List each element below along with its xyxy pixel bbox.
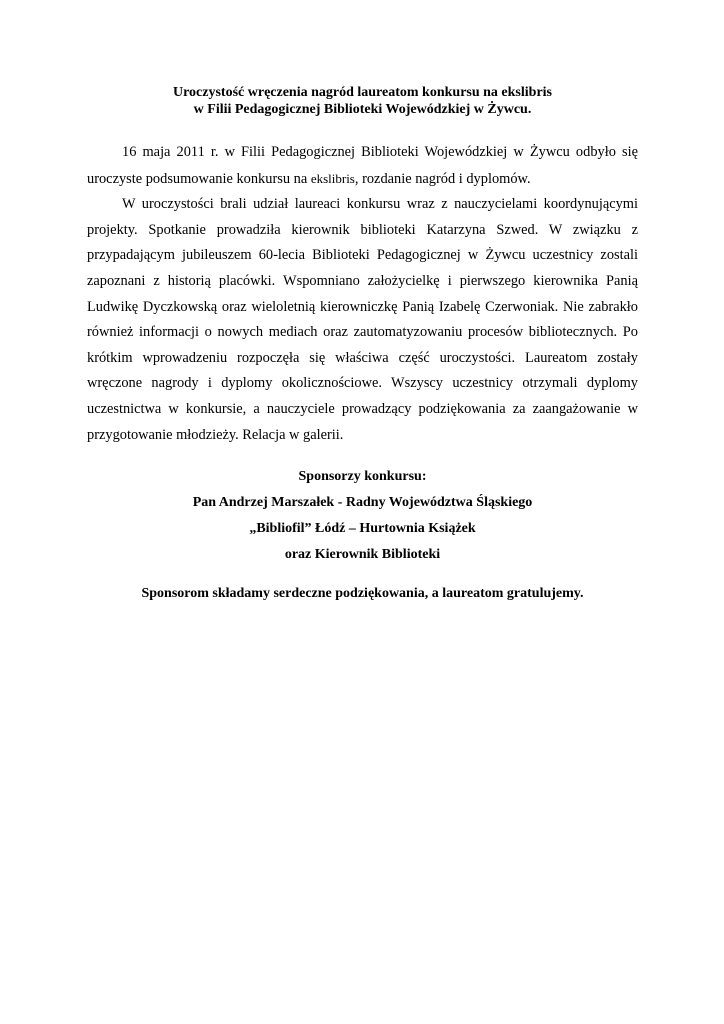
paragraph-1-text-b: , rozdanie nagród i dyplomów. xyxy=(354,170,531,187)
paragraph-1-term: ekslibris xyxy=(310,170,355,186)
title-line-1: Uroczystość wręczenia nagród laureatom konkursu na ekslibris xyxy=(172,85,553,100)
article-body xyxy=(87,140,638,448)
title-line-2: w Filii Pedagogicznej Biblioteki Wojewódzkiej w Żywcu. xyxy=(193,102,532,117)
sponsor-line-1: Pan Andrzej Marszałek - Radny Województwa Śląskiego xyxy=(192,495,533,511)
sponsor-line-2: „Bibliofil” Łódź – Hurtownia Książek xyxy=(249,521,476,537)
thanks-line: Sponsorom składamy serdeczne podziękowania, a laureatom gratulujemy. xyxy=(141,586,584,602)
paragraph-2: W uroczystości brali udział laureaci konkursu wraz z nauczycielami koordynującymi projekty. Spotkanie prowadziła kierownik biblioteki Katarzyna Szwed. W związku z przypadającym jubileuszem 60-lecia Biblioteki Pedagogicznej w Żywcu uczestnicy zostali zapoznani z historią placówki. Wspomniano założycielkę i pierwszego kierownika Panią Ludwikę Dyczkowską oraz wieloletnią kierowniczkę Panią Izabelę Czerwoniak. Nie zabrakło również informacji o nowych mediach oraz zautomatyzowaniu procesów bibliotecznych. Po krótkim wprowadzeniu rozpoczęła się właściwa część uroczystości. Laureatom zostały wręczone nagrody i dyplomy okolicznościowe. Wszyscy uczestnicy otrzymali dyplomy uczestnictwa w konkursie, a nauczyciele prowadzący podziękowania za zaangażowanie w przygotowanie młodzieży. Relacja w galerii. xyxy=(87,196,638,443)
document-title xyxy=(87,84,638,118)
sponsors-heading: Sponsorzy konkursu: xyxy=(298,469,427,485)
paragraph-1-text-a: 16 maja 2011 r. w Filii Pedagogicznej Biblioteki Wojewódzkiej w Żywcu odbyło się uroczyste podsumowanie konkursu na xyxy=(87,144,638,187)
document-page xyxy=(87,84,638,602)
sponsor-line-3: oraz Kierownik Biblioteki xyxy=(284,547,441,563)
sponsors-block xyxy=(87,464,638,568)
paragraph-1 xyxy=(87,140,638,192)
